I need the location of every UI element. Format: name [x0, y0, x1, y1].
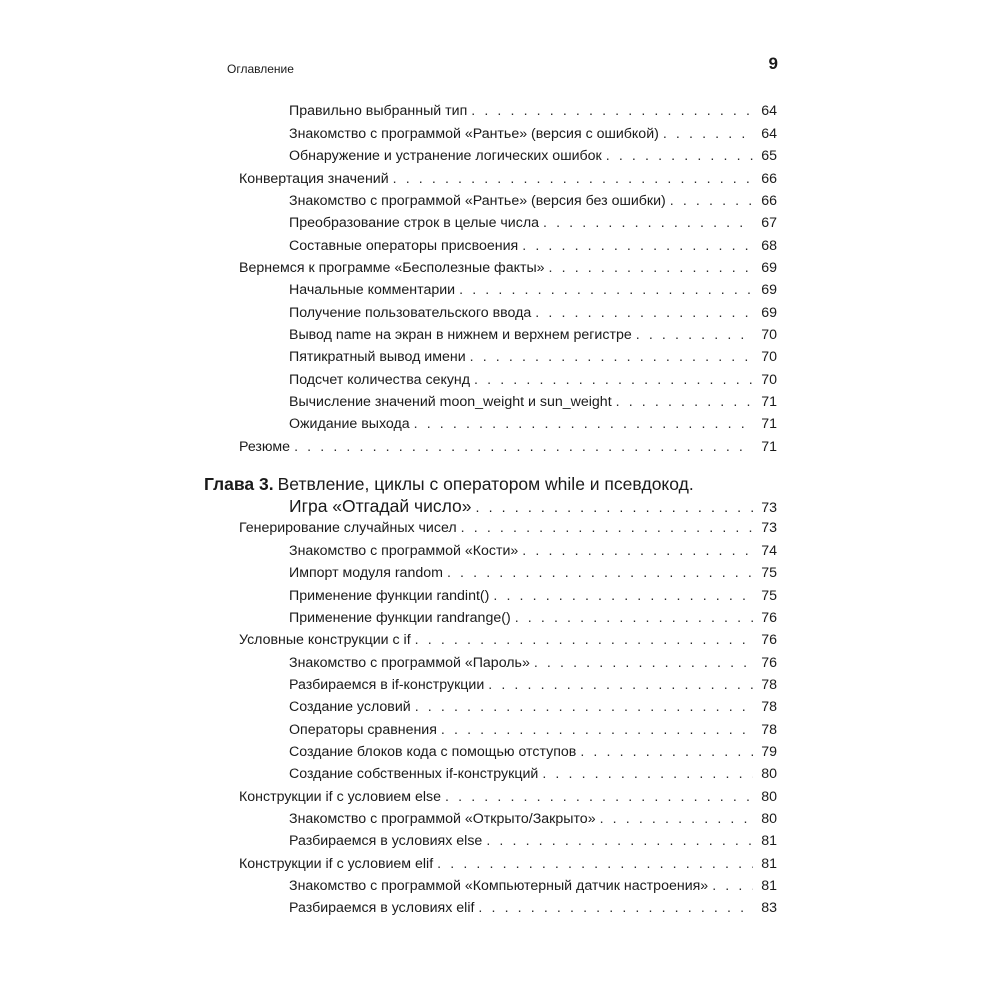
page-number: 9 — [768, 54, 778, 73]
dot-leader — [542, 764, 753, 784]
dot-leader — [470, 347, 753, 367]
toc-entry-title: Обнаружение и устранение логических ошибок — [289, 148, 602, 164]
toc-entry-page: 69 — [761, 282, 777, 298]
toc-entry — [239, 258, 777, 278]
toc-entry — [289, 898, 777, 918]
toc-entry-page: 69 — [761, 305, 777, 321]
dot-leader — [474, 370, 753, 390]
toc-entry — [289, 370, 777, 390]
dot-leader — [522, 541, 753, 561]
toc-entry — [289, 831, 777, 851]
toc-entry-title: Подсчет количества секунд — [289, 372, 471, 388]
toc-entry-title: Преобразование строк в целые числа — [289, 215, 539, 231]
dot-leader — [471, 101, 753, 121]
dot-leader — [549, 258, 753, 278]
dot-leader — [663, 124, 753, 144]
chapter-heading-line2 — [289, 495, 777, 517]
dot-leader — [445, 787, 753, 807]
toc-entry-title: Создание блоков кода с помощью отступов — [289, 744, 577, 760]
toc-entry-title: Получение пользовательского ввода — [289, 305, 532, 321]
toc-entry-page: 75 — [761, 565, 777, 581]
toc-entry — [289, 325, 777, 345]
toc-entry-page: 71 — [761, 439, 777, 455]
toc-entry-page: 69 — [761, 260, 777, 276]
toc-entry-title: Пятикратный вывод имени — [289, 349, 466, 365]
toc-entry — [289, 392, 777, 412]
toc-entry-page: 76 — [761, 610, 777, 626]
toc-entry — [289, 101, 777, 121]
toc-entry-title: Конструкции if с условием else — [239, 789, 442, 805]
toc-entry-page: 81 — [761, 833, 777, 849]
toc-entry — [289, 563, 777, 583]
toc-entry-page: 74 — [761, 543, 777, 559]
toc-entry-page: 78 — [761, 722, 777, 738]
dot-leader — [522, 236, 753, 256]
dot-leader — [515, 608, 753, 628]
toc-entry-title: Знакомство с программой «Рантье» (версия без ошибки) — [289, 193, 666, 209]
toc-entry — [289, 146, 777, 166]
chapter-heading — [204, 473, 694, 495]
toc-entry-page: 65 — [761, 148, 777, 164]
dot-leader — [415, 697, 753, 717]
toc-entry-page: 71 — [761, 394, 777, 410]
toc-entry-page: 68 — [761, 238, 777, 254]
toc-entry-page: 66 — [761, 193, 777, 209]
toc-entry-page: 76 — [761, 655, 777, 671]
toc-entry-title: Генерирование случайных чисел — [239, 520, 457, 536]
dot-leader — [486, 831, 753, 851]
toc-entry-title: Резюме — [239, 439, 291, 455]
dot-leader — [459, 280, 753, 300]
dot-leader — [535, 303, 753, 323]
toc-entry-page: 70 — [761, 349, 777, 365]
toc-entry-page: 64 — [761, 126, 777, 142]
chapter-page: 73 — [761, 500, 777, 516]
toc-entry — [289, 586, 777, 606]
dot-leader — [616, 392, 753, 412]
toc-entry-title: Применение функции randint() — [289, 588, 490, 604]
toc-entry — [289, 876, 777, 896]
toc-entry-page: 81 — [761, 856, 777, 872]
chapter-title-line1: Ветвление, циклы с оператором while и псевдокод. — [277, 474, 694, 494]
toc-entry — [289, 414, 777, 434]
toc-entry — [289, 124, 777, 144]
dot-leader — [447, 563, 753, 583]
toc-entry-page: 78 — [761, 677, 777, 693]
toc-entry — [239, 854, 777, 874]
toc-entry-title: Ожидание выхода — [289, 416, 410, 432]
toc-entry — [289, 303, 777, 323]
toc-entry — [239, 518, 777, 538]
toc-entry-title: Условные конструкции с if — [239, 632, 411, 648]
toc-entry-title: Создание условий — [289, 699, 411, 715]
running-head: Оглавление — [227, 62, 294, 76]
dot-leader — [294, 437, 753, 457]
toc-entry-title: Разбираемся в условиях else — [289, 833, 483, 849]
toc-entry-page: 70 — [761, 327, 777, 343]
dot-leader — [600, 809, 753, 829]
dot-leader — [534, 653, 753, 673]
toc-entry-title: Знакомство с программой «Пароль» — [289, 655, 530, 671]
toc-entry — [289, 764, 777, 784]
toc-entry — [289, 541, 777, 561]
dot-leader — [414, 414, 753, 434]
toc-entry-title: Вывод name на экран в нижнем и верхнем регистре — [289, 327, 632, 343]
toc-entry — [289, 720, 777, 740]
toc-entry-page: 76 — [761, 632, 777, 648]
toc-entry-title: Создание собственных if-конструкций — [289, 766, 539, 782]
dot-leader — [670, 191, 753, 211]
toc-entry-page: 73 — [761, 520, 777, 536]
dot-leader — [441, 720, 753, 740]
toc-entry — [289, 742, 777, 762]
dot-leader — [580, 742, 753, 762]
toc-entry-title: Разбираемся в if-конструкции — [289, 677, 485, 693]
dot-leader — [712, 876, 753, 896]
toc-entry-page: 80 — [761, 789, 777, 805]
toc-entry-title: Операторы сравнения — [289, 722, 437, 738]
dot-leader — [475, 497, 753, 519]
toc-entry-title: Знакомство с программой «Открыто/Закрыто» — [289, 811, 596, 827]
toc-entry-page: 67 — [761, 215, 777, 231]
toc-entry — [289, 675, 777, 695]
toc-entry-title: Знакомство с программой «Рантье» (версия с ошибкой) — [289, 126, 659, 142]
toc-entry — [289, 697, 777, 717]
toc-entry-title: Начальные комментарии — [289, 282, 456, 298]
toc-entry-page: 75 — [761, 588, 777, 604]
dot-leader — [493, 586, 753, 606]
toc-entry — [239, 787, 777, 807]
dot-leader — [636, 325, 753, 345]
toc-entry-title: Применение функции randrange() — [289, 610, 511, 626]
toc-entry — [239, 630, 777, 650]
toc-entry-title: Вернемся к программе «Бесполезные факты» — [239, 260, 545, 276]
toc-entry-page: 79 — [761, 744, 777, 760]
toc-entry-page: 78 — [761, 699, 777, 715]
dot-leader — [437, 854, 753, 874]
dot-leader — [415, 630, 753, 650]
dot-leader — [543, 213, 753, 233]
toc-entry-title: Импорт модуля random — [289, 565, 443, 581]
toc-entry-title: Разбираемся в условиях elif — [289, 900, 475, 916]
toc-entry-title: Конструкции if с условием elif — [239, 856, 434, 872]
toc-entry — [289, 280, 777, 300]
toc-entry-page: 81 — [761, 878, 777, 894]
toc-entry-title: Знакомство с программой «Кости» — [289, 543, 519, 559]
toc-entry — [289, 191, 777, 211]
toc-entry — [289, 347, 777, 367]
toc-entry — [289, 236, 777, 256]
toc-entry — [239, 169, 777, 189]
toc-entry-title: Составные операторы присвоения — [289, 238, 519, 254]
chapter-title-line2: Игра «Отгадай число» — [289, 496, 472, 516]
dot-leader — [393, 169, 753, 189]
toc-entry-page: 64 — [761, 103, 777, 119]
toc-entry — [289, 809, 777, 829]
toc-entry — [289, 608, 777, 628]
toc-entry — [289, 213, 777, 233]
toc-entry — [239, 437, 777, 457]
toc-entry-page: 71 — [761, 416, 777, 432]
toc-entry-title: Вычисление значений moon_weight и sun_weight — [289, 394, 612, 410]
toc-entry-page: 80 — [761, 766, 777, 782]
toc-entry-title: Правильно выбранный тип — [289, 103, 468, 119]
toc-entry-title: Конвертация значений — [239, 171, 389, 187]
toc-entry-page: 66 — [761, 171, 777, 187]
dot-leader — [606, 146, 753, 166]
toc-entry — [289, 653, 777, 673]
toc-entry-page: 80 — [761, 811, 777, 827]
dot-leader — [478, 898, 753, 918]
toc-entry-page: 70 — [761, 372, 777, 388]
dot-leader — [488, 675, 753, 695]
toc-entry-page: 83 — [761, 900, 777, 916]
chapter-label: Глава 3. — [204, 474, 274, 494]
toc-entry-title: Знакомство с программой «Компьютерный датчик настроения» — [289, 878, 709, 894]
dot-leader — [461, 518, 753, 538]
